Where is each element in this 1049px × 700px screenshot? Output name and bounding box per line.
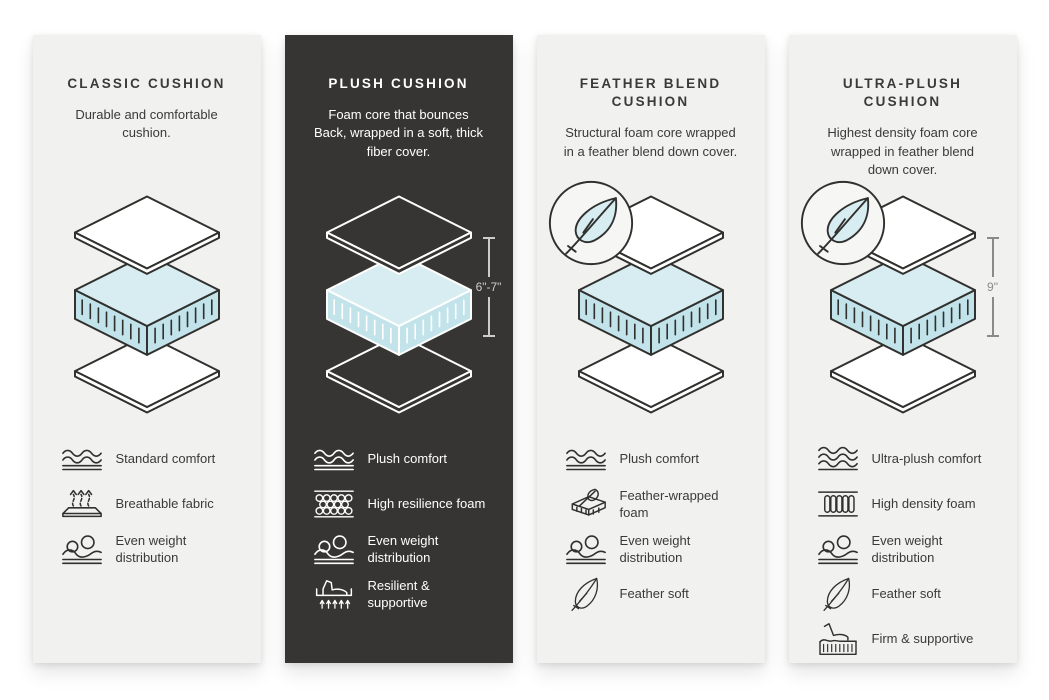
density-foam-icon xyxy=(817,486,859,522)
card-title: CLASSIC CUSHION xyxy=(67,76,226,91)
feature-row xyxy=(817,576,1017,612)
feather-icon xyxy=(817,576,859,612)
feature-row xyxy=(817,621,1017,657)
mattress-layers-illustration xyxy=(33,191,261,423)
feature-row xyxy=(313,486,513,522)
wave-comfort-icon xyxy=(565,441,607,477)
even-weight-icon xyxy=(817,531,859,567)
feather-foam-icon xyxy=(565,486,607,522)
feature-row xyxy=(313,576,513,612)
feature-row xyxy=(61,486,261,522)
feature-label: Standard comfort xyxy=(115,451,216,467)
feature-row xyxy=(61,531,261,567)
height-dimension xyxy=(976,237,1010,337)
card-title: ULTRA-PLUSH CUSHION xyxy=(842,76,963,110)
layered-mattress-icon xyxy=(57,191,237,418)
feature-row xyxy=(313,441,513,477)
feature-row xyxy=(817,486,1017,522)
height-dimension xyxy=(472,237,506,337)
dimension-line xyxy=(992,239,994,277)
card-header xyxy=(537,35,765,187)
feature-list xyxy=(789,441,1017,657)
feature-label: Plush comfort xyxy=(619,451,699,467)
mattress-layers-illustration xyxy=(285,191,513,423)
feature-row xyxy=(313,531,513,567)
firm-support-icon xyxy=(817,621,859,657)
feature-label: Resilient & supportive xyxy=(367,577,430,610)
card-description: Foam core that bounces Back, wrapped in a soft, thick fiber cover. xyxy=(313,107,484,159)
dimension-cap xyxy=(483,335,495,337)
honeycomb-foam-icon xyxy=(313,486,355,522)
feather-badge-icon xyxy=(799,179,887,267)
feature-list xyxy=(537,441,765,612)
feature-label: High resilience foam xyxy=(367,496,486,512)
even-weight-icon xyxy=(313,531,355,567)
breathable-fabric-icon xyxy=(61,486,103,522)
feature-row xyxy=(817,531,1017,567)
feature-row xyxy=(817,441,1017,477)
card-header xyxy=(789,35,1017,187)
triple-wave-comfort-icon xyxy=(817,441,859,477)
feature-list xyxy=(285,441,513,612)
feature-row xyxy=(565,441,765,477)
card-feather-blend-cushion xyxy=(537,35,765,663)
feature-label: Feather-wrapped foam xyxy=(619,487,719,520)
feature-label: Breathable fabric xyxy=(115,496,214,512)
feather-badge-icon xyxy=(547,179,635,267)
feature-row xyxy=(565,576,765,612)
dimension-line xyxy=(992,297,994,335)
feature-label: Feather soft xyxy=(619,586,689,602)
card-plush-cushion xyxy=(285,35,513,663)
even-weight-icon xyxy=(61,531,103,567)
wave-comfort-icon xyxy=(313,441,355,477)
card-title: PLUSH CUSHION xyxy=(328,76,469,91)
feature-label: Even weight distribution xyxy=(619,532,691,565)
feature-label: Firm & supportive xyxy=(871,631,974,647)
card-ultra-plush-cushion xyxy=(789,35,1017,663)
dimension-line xyxy=(488,297,490,335)
feature-label: Feather soft xyxy=(871,586,941,602)
mattress-layers-illustration xyxy=(537,191,765,423)
card-description: Durable and comfortable cushion. xyxy=(75,107,218,141)
feature-row xyxy=(565,531,765,567)
card-title: FEATHER BLEND CUSHION xyxy=(579,76,722,110)
card-description: Structural foam core wrapped in a feather blend down cover. xyxy=(563,125,738,159)
dimension-cap xyxy=(987,335,999,337)
dimension-line xyxy=(488,239,490,277)
card-classic-cushion xyxy=(33,35,261,663)
dimension-label: 6"-7" xyxy=(475,280,502,294)
even-weight-icon xyxy=(565,531,607,567)
feature-list xyxy=(33,441,261,567)
feature-label: High density foam xyxy=(871,496,976,512)
card-description: Highest density foam core wrapped in feather blend down cover. xyxy=(827,125,978,177)
feature-label: Ultra-plush comfort xyxy=(871,451,982,467)
feature-label: Even weight distribution xyxy=(871,532,943,565)
feature-row xyxy=(565,486,765,522)
feather-icon xyxy=(565,576,607,612)
mattress-layers-illustration xyxy=(789,191,1017,423)
layered-mattress-icon xyxy=(309,191,489,418)
feature-label: Even weight distribution xyxy=(367,532,439,565)
feature-row xyxy=(61,441,261,477)
dimension-label: 9" xyxy=(987,280,998,294)
card-header xyxy=(33,35,261,187)
wave-comfort-icon xyxy=(61,441,103,477)
card-header xyxy=(285,35,513,187)
feature-label: Even weight distribution xyxy=(115,532,187,565)
feature-label: Plush comfort xyxy=(367,451,447,467)
resilient-support-icon xyxy=(313,576,355,612)
